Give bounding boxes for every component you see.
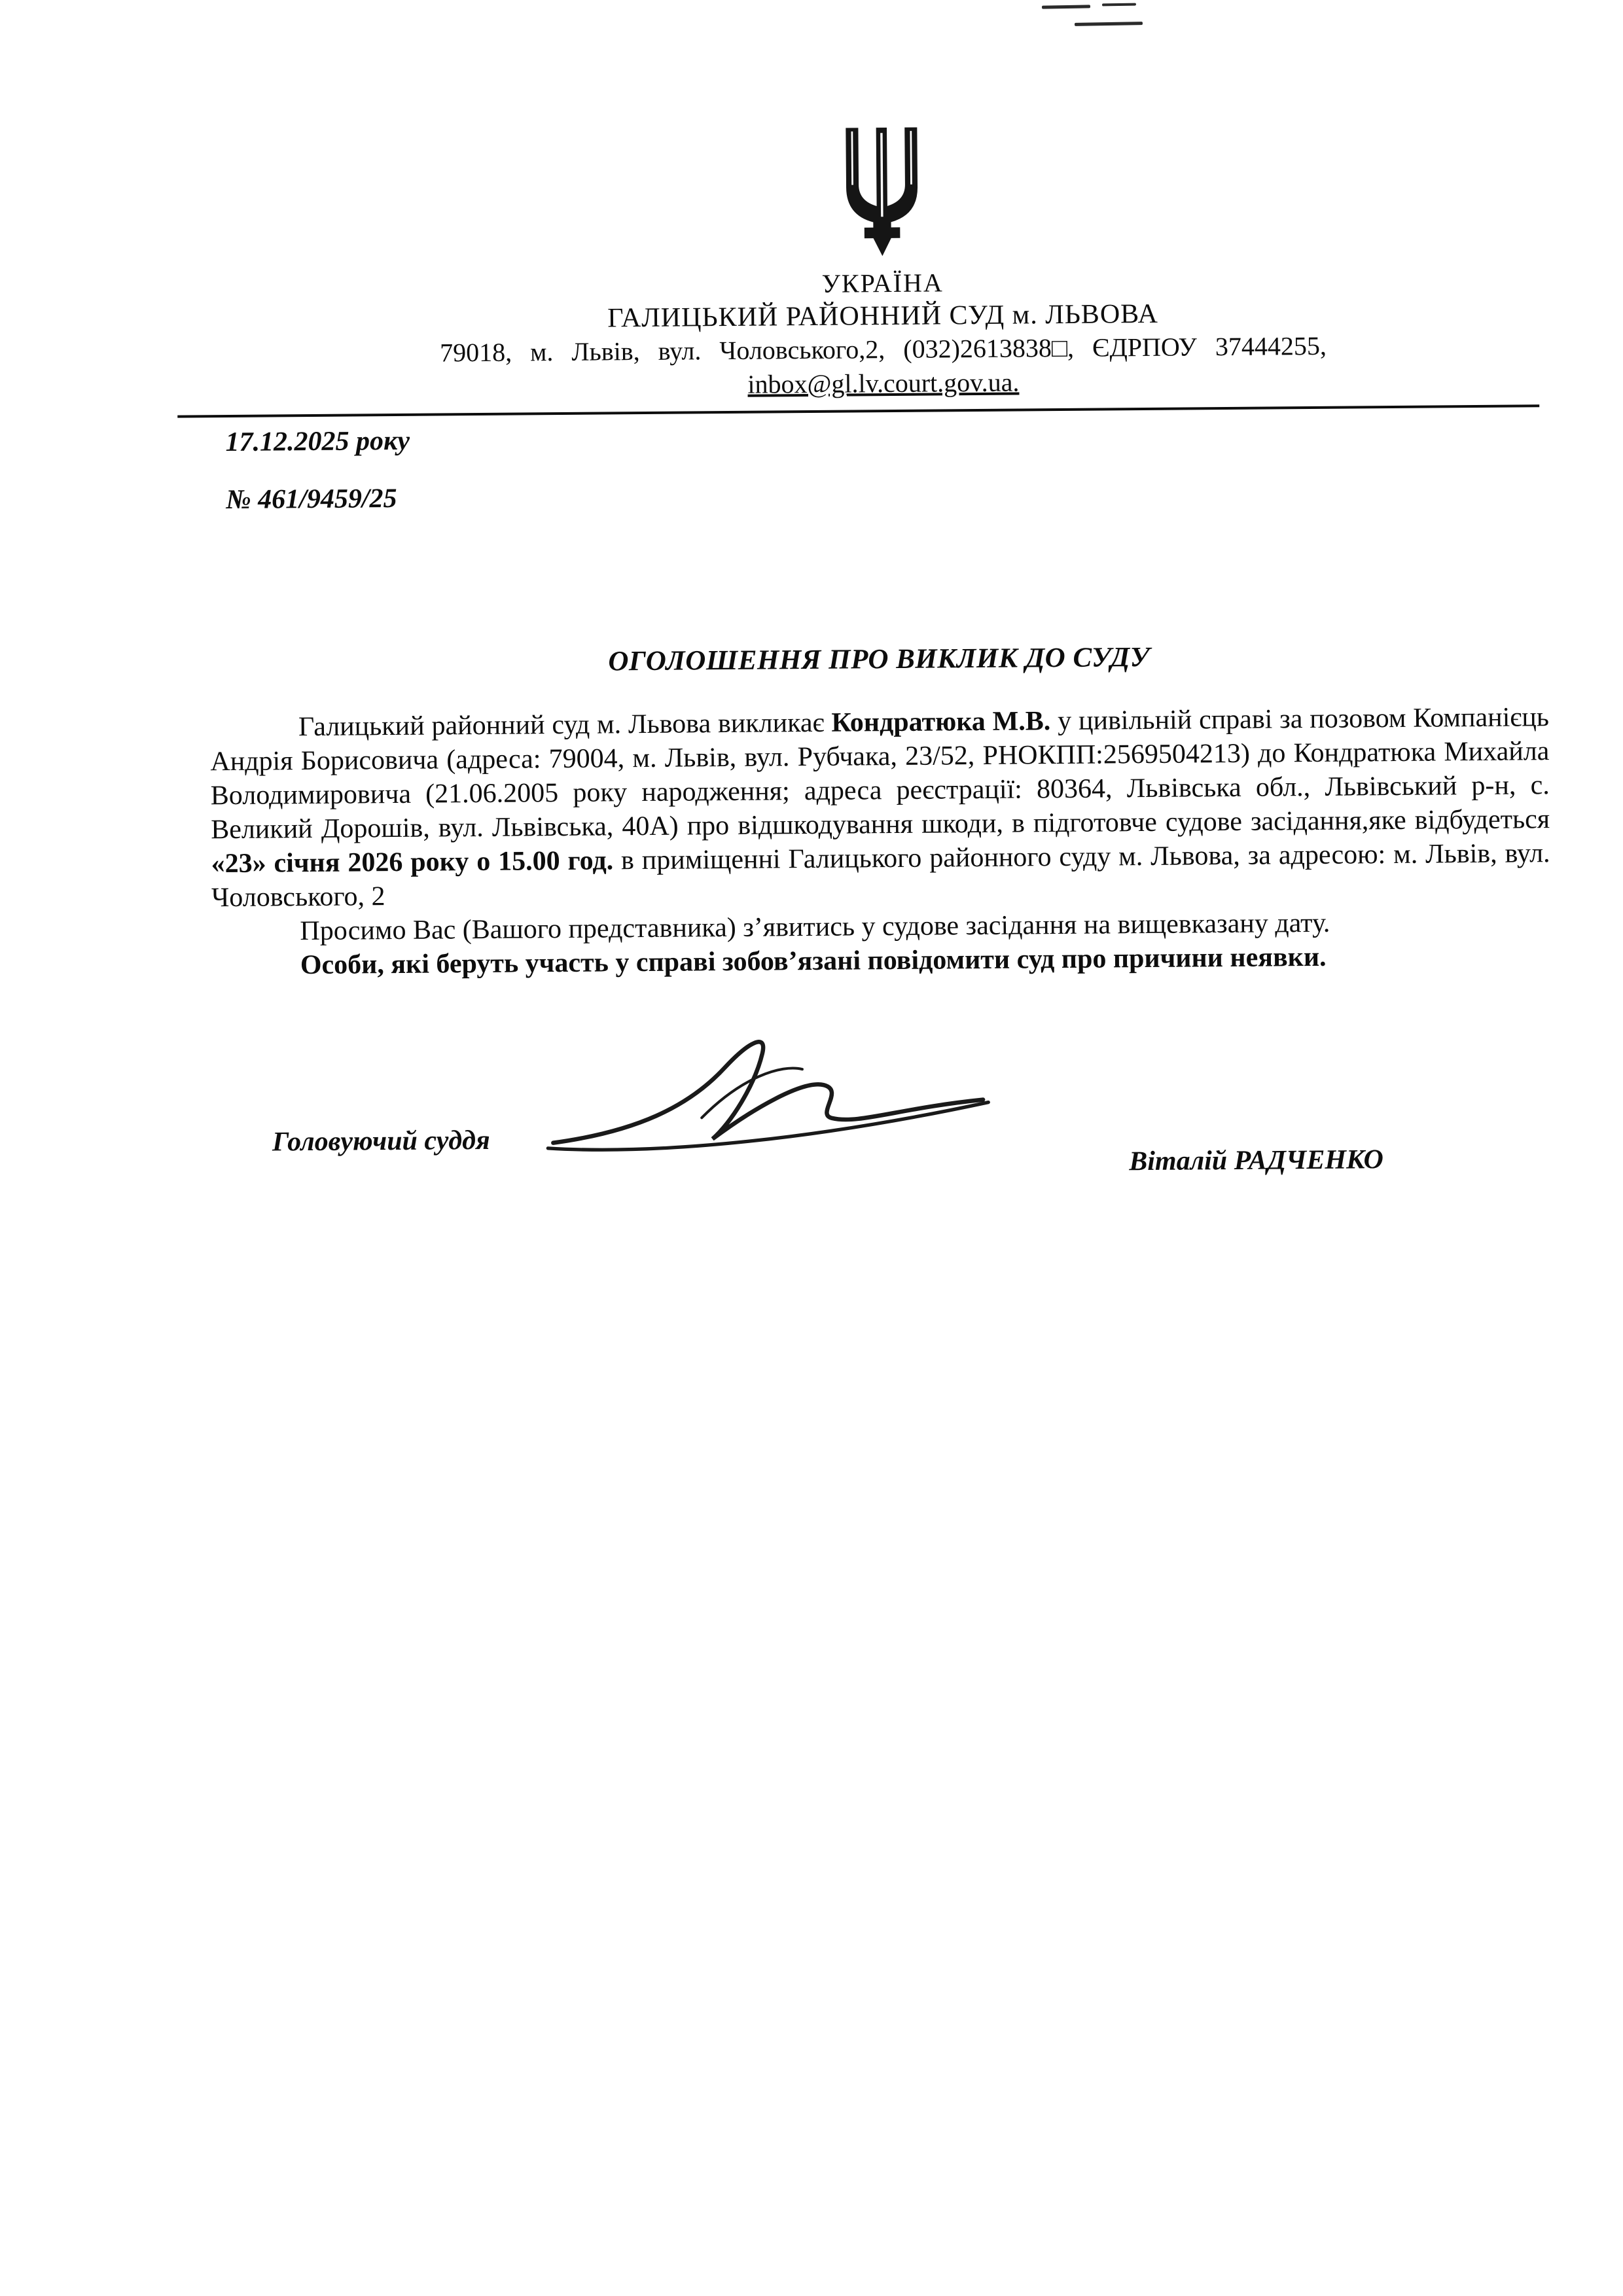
- court-email: inbox@gl.lv.court.gov.ua.: [747, 367, 1020, 399]
- summoned-person-name: Кондратюка М.В.: [831, 706, 1051, 738]
- summons-paragraph: [210, 700, 1550, 915]
- body-text: у цивільній справі за позовом Компанієць Андрія Борисовича (адреса: 79004, м. Львів, вул. Рубчака, 23/52, РНОКПП:2569504213) до Кондратюка Михайла Володимировича (21.06.2005 року народження; адреса реєстрації: 80364, Львівська обл., Львівський р-н, с. Великий Дорошів, вул. Львівська, 40А) про відшкодування шкоди, в підготовче судове засідання,яке відбудеться: [210, 702, 1550, 845]
- judge-title-label: Головуючий суддя: [272, 1125, 490, 1157]
- judge-handwritten-signature: [542, 1023, 995, 1165]
- hearing-datetime: «23» січня 2026 року о 15.00 год.: [211, 845, 614, 879]
- letterhead: [193, 0, 1571, 403]
- body-text: Галицький районний суд м. Львова викликає: [298, 707, 832, 743]
- signature-block: [5, 1011, 1623, 1298]
- document-date: 17.12.2025 року: [225, 425, 410, 458]
- judge-name: Віталій РАДЧЕНКО: [1129, 1144, 1384, 1177]
- document-title: ОГОЛОШЕННЯ ПРО ВИКЛИК ДО СУДУ: [608, 641, 1150, 677]
- country-name: УКРАЇНА: [821, 268, 944, 298]
- letterhead-divider: [177, 404, 1539, 417]
- court-name: ГАЛИЦЬКИЙ РАЙОННИЙ СУД м. ЛЬВОВА: [607, 298, 1159, 334]
- document-body: [209, 637, 1551, 983]
- body-text: в приміщенні Галицького районного суду м. Львова, за адресою: м. Львів, вул. Чоловського, 2: [211, 838, 1550, 913]
- case-number: № 461/9459/25: [226, 483, 397, 516]
- ukraine-trident-emblem-icon: [828, 120, 936, 264]
- request-paragraph: Просимо Вас (Вашого представника) з’явитись у судове засідання на вищевказану дату.: [300, 908, 1330, 947]
- court-address: 79018, м. Львів, вул. Чоловського,2, (032)2613838□, ЄДРПОУ 37444255,: [439, 330, 1327, 368]
- obligation-paragraph: Особи, які беруть участь у справі зобов’язані повідомити суд про причини неявки.: [300, 942, 1327, 981]
